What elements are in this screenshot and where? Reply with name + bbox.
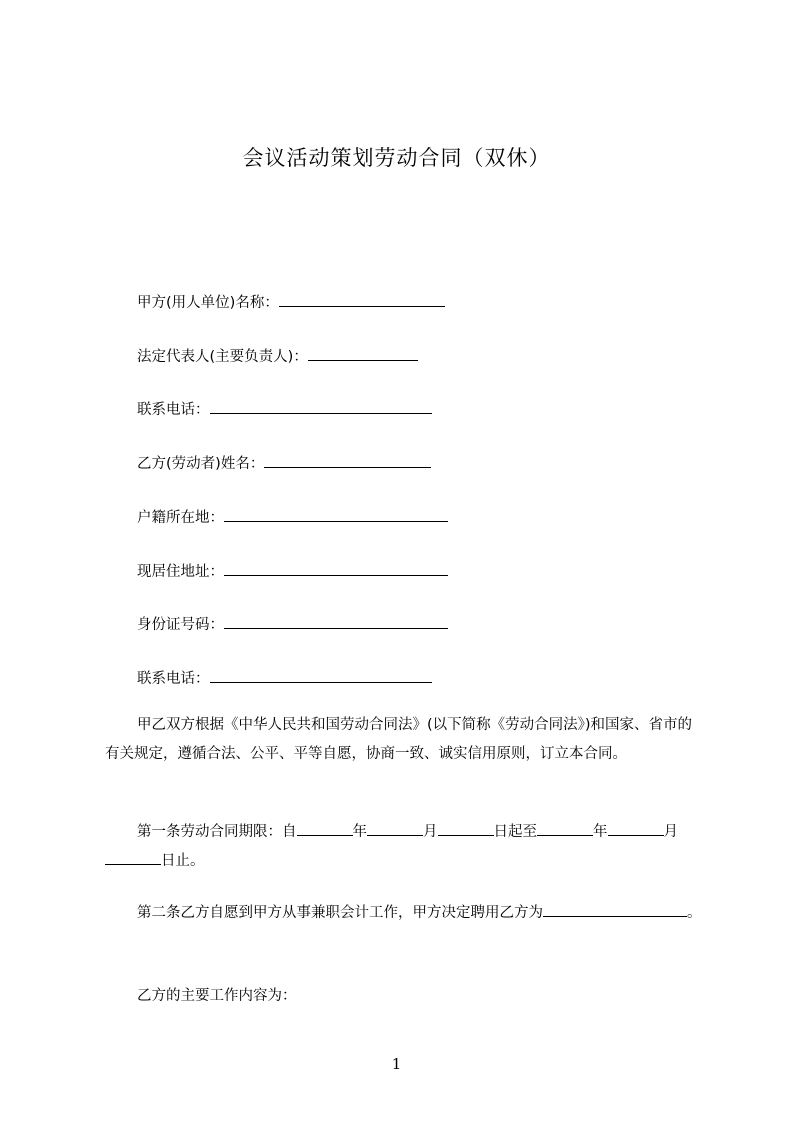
article-2-paragraph — [105, 899, 705, 928]
article-1-paragraph — [105, 818, 705, 876]
blank-start-month — [367, 821, 423, 836]
blank-legal-representative — [308, 346, 418, 361]
field-id-number — [137, 614, 448, 635]
blank-start-year — [297, 821, 353, 836]
field-employer-phone — [137, 399, 432, 420]
blank-end-day — [105, 850, 161, 865]
blank-current-address — [224, 561, 448, 576]
year-label: 年 — [352, 824, 367, 840]
preamble-paragraph: 甲乙双方根据《中华人民共和国劳动合同法》(以下简称《劳动合同法》)和国家、省市的有关规定，遵循合法、公平、平等自愿，协商一致、诚实信用原则，订立本合同。 — [105, 717, 693, 762]
blank-employee-phone — [210, 668, 432, 683]
field-label: 户籍所在地： — [137, 510, 224, 526]
article-2-end: 。 — [687, 905, 702, 921]
blank-end-month — [608, 821, 664, 836]
field-household-registration — [137, 507, 448, 528]
field-current-address — [137, 561, 448, 582]
blank-employee-name — [264, 453, 431, 468]
blank-end-year — [537, 821, 593, 836]
page-number: 1 — [391, 1055, 402, 1073]
field-label: 甲方(用人单位)名称： — [137, 295, 279, 311]
blank-position-continued — [653, 902, 687, 917]
blank-start-day — [438, 821, 494, 836]
field-label: 乙方(劳动者)姓名： — [137, 456, 265, 472]
article-1-text: 第一条劳动合同期限：自 — [137, 824, 297, 840]
blank-household-registration — [224, 507, 448, 522]
day-to-label: 日起至 — [493, 824, 537, 840]
blank-position — [543, 902, 653, 917]
year-label-2: 年 — [593, 824, 608, 840]
blank-employer-phone — [210, 399, 432, 414]
blank-id-number — [224, 614, 448, 629]
document-title: 会议活动策划劳动合同（双休） — [242, 146, 551, 170]
field-label: 联系电话： — [137, 671, 210, 687]
blank-employer-name — [279, 292, 445, 307]
duties-label: 乙方的主要工作内容为： — [137, 988, 297, 1004]
article-2-text: 第二条乙方自愿到甲方从事兼职会计工作，甲方决定聘用乙方为 — [137, 905, 543, 921]
field-legal-representative — [137, 346, 418, 367]
field-label: 身份证号码： — [137, 617, 224, 633]
field-label: 法定代表人(主要负责人)： — [137, 349, 308, 365]
field-label: 联系电话： — [137, 402, 210, 418]
field-employee-phone — [137, 668, 432, 689]
day-end-label: 日止。 — [161, 853, 205, 869]
month-label-2: 月 — [663, 824, 678, 840]
field-label: 现居住地址： — [137, 564, 224, 580]
field-employer-name — [137, 292, 445, 313]
field-employee-name — [137, 453, 431, 474]
month-label: 月 — [423, 824, 438, 840]
